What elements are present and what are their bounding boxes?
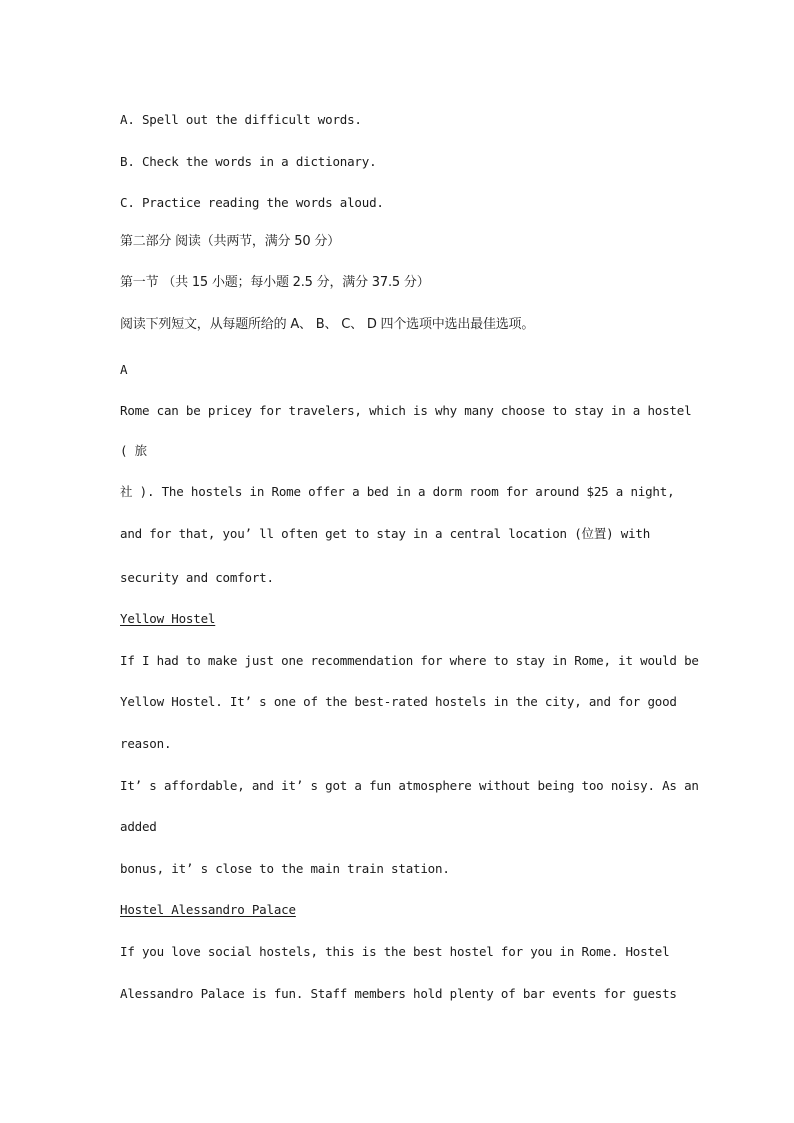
passage-label: A — [120, 362, 128, 377]
passage-intro-line: security and comfort. — [120, 570, 274, 585]
passage-intro-line: 社 ). The hostels in Rome offer a bed in a dorm room for around $25 a night, — [120, 484, 675, 499]
hostel-heading-alessandro: Hostel Alessandro Palace — [120, 902, 296, 917]
yellow-hostel-line: reason. — [120, 736, 172, 751]
section-title: 第一节 （共 15 小题；每小题 2.5 分，满分 37.5 分） — [120, 275, 430, 290]
instruction: 阅读下列短文，从每题所给的 A、 B、 C、 D 四个选项中选出最佳选项。 — [120, 317, 535, 332]
yellow-hostel-line: It’ s affordable, and it’ s got a fun atmosphere without being too noisy. As an — [120, 778, 699, 793]
hostel-heading-yellow: Yellow Hostel — [120, 611, 216, 626]
alessandro-line: Alessandro Palace is fun. Staff members hold plenty of bar events for guests — [120, 986, 677, 1001]
option-a: A. Spell out the difficult words. — [120, 112, 362, 127]
passage-intro-line: and for that, you’ ll often get to stay in a central location (位置) with — [120, 526, 651, 541]
yellow-hostel-line: If I had to make just one recommendation for where to stay in Rome, it would be — [120, 653, 699, 668]
yellow-hostel-line: added — [120, 819, 157, 834]
part-title: 第二部分 阅读（共两节，满分 50 分） — [120, 234, 340, 249]
yellow-hostel-line: bonus, it’ s close to the main train station. — [120, 861, 450, 876]
option-b: B. Check the words in a dictionary. — [120, 154, 377, 169]
alessandro-line: If you love social hostels, this is the best hostel for you in Rome. Hostel — [120, 944, 670, 959]
option-c: C. Practice reading the words aloud. — [120, 195, 384, 210]
yellow-hostel-line: Yellow Hostel. It’ s one of the best-rated hostels in the city, and for good — [120, 694, 677, 709]
passage-intro-line: ( 旅 — [120, 443, 147, 458]
passage-intro-line: Rome can be pricey for travelers, which is why many choose to stay in a hostel — [120, 403, 692, 418]
